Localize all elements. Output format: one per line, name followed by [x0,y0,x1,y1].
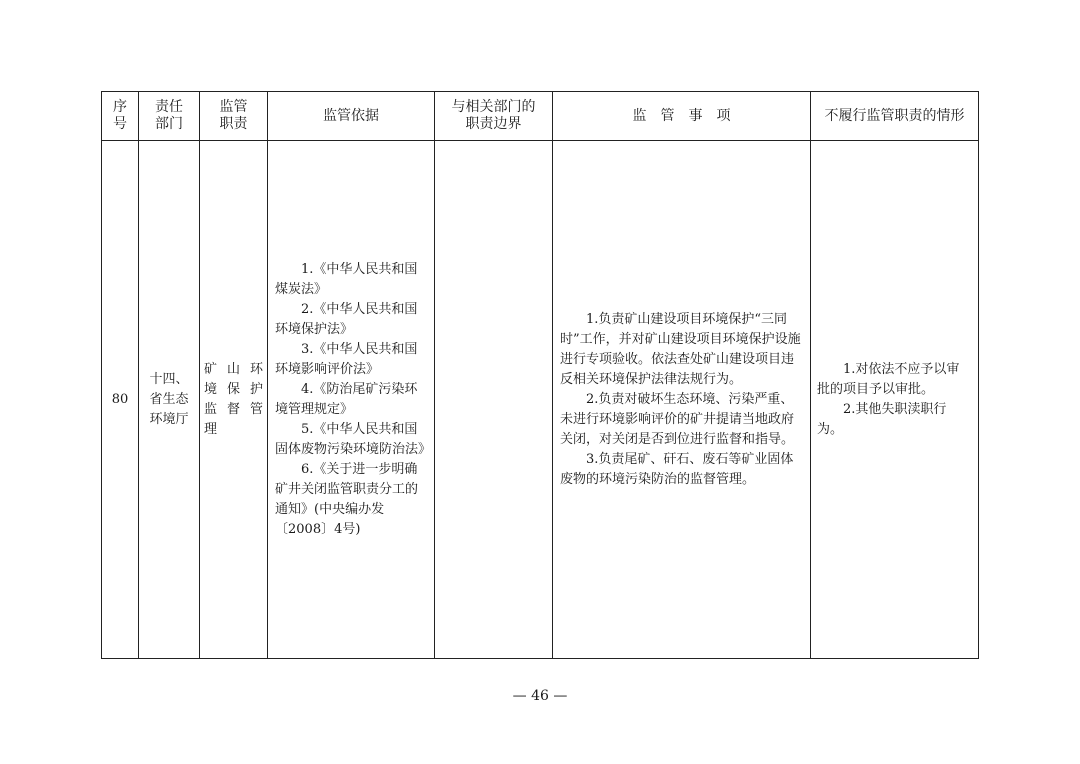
header-failure: 不履行监管职责的情形 [811,92,979,141]
item-entry: 3.负责尾矿、矸石、废石等矿业固体废物的环境污染防治的监督管理。 [560,451,794,487]
row-duty: 矿山环 境保护 监督管 理 [200,141,268,659]
row-num: 80 [102,141,139,659]
header-duty: 监管 职责 [200,92,268,141]
basis-item: 5.《中华人民共和国固体废物污染环境防治法》 [275,421,432,457]
basis-item: 4.《防治尾矿污染环境管理规定》 [275,381,418,417]
basis-item: 6.《关于进一步明确矿井关闭监管职责分工的通知》(中央编办发〔2008〕4号) [275,461,419,537]
failure-entry: 1.对依法不应予以审批的项目予以审批。 [817,361,960,397]
header-basis: 监管依据 [268,92,435,141]
row-boundary [435,141,553,659]
item-entry: 2.负责对破坏生态环境、污染严重、未进行环境影响评价的矿井提请当地政府关闭，对关闭是否到位进行监督和指导。 [560,391,795,447]
row-failure [811,141,979,659]
header-boundary: 与相关部门的 职责边界 [435,92,553,141]
basis-item: 1.《中华人民共和国煤炭法》 [275,261,418,297]
page-number: — 46 — [512,688,568,704]
supervision-table [101,91,979,659]
item-entry: 1.负责矿山建设项目环境保护“三同时”工作，并对矿山建设项目环境保护设施进行专项验收。依法查处矿山建设项目违反相关环境保护法律法规行为。 [560,311,801,387]
basis-item: 2.《中华人民共和国环境保护法》 [275,301,418,337]
failure-entry: 2.其他失职渎职行为。 [817,401,947,437]
header-row [102,92,979,141]
table-row [102,141,979,659]
header-num: 序 号 [102,92,139,141]
row-items [553,141,811,659]
basis-item: 3.《中华人民共和国环境影响评价法》 [275,341,418,377]
row-basis [268,141,435,659]
header-dept: 责任 部门 [139,92,200,141]
row-dept: 十四、 省生态 环境厅 [139,141,200,659]
header-items: 监 管 事 项 [553,92,811,141]
